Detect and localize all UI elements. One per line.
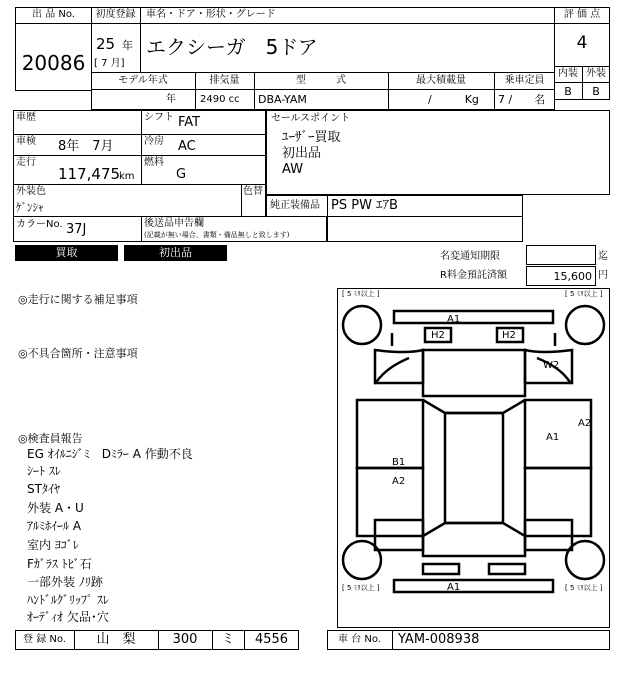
exterior-grade: B bbox=[592, 85, 600, 98]
mark-front-wheel: W2 bbox=[543, 360, 560, 371]
inspector-line: 一部外装 ﾉﾘ跡 bbox=[27, 575, 103, 589]
interior-label: 内装 bbox=[558, 68, 578, 79]
defect-notes-heading: ◎不具合箇所・注意事項 bbox=[18, 347, 138, 360]
mark-headlight-left: H2 bbox=[431, 330, 445, 341]
post-docs-label: 後送品申告欄 bbox=[144, 218, 204, 229]
type-label: 型 式 bbox=[296, 75, 346, 86]
mileage-value: 117,475 bbox=[58, 165, 121, 183]
max-load-label: 最大積載量 bbox=[416, 75, 466, 86]
tire-front-left: [ 5 ﾐﾘ以上 ] bbox=[342, 290, 380, 298]
mileage-unit: km bbox=[119, 171, 135, 182]
fuel-label: 燃料 bbox=[144, 157, 164, 168]
reg-number: 4556 bbox=[254, 632, 289, 647]
tire-rear-right: [ 5 ﾐﾘ以上 ] bbox=[565, 584, 603, 592]
exterior-label: 外装 bbox=[586, 68, 606, 79]
displacement-label: 排気量 bbox=[209, 75, 240, 86]
equipment-value: PS PW ｴｱB bbox=[331, 198, 398, 213]
sales-line-1: ﾕｰｻﾞｰ買取 bbox=[282, 130, 341, 145]
name-change-unit: 迄 bbox=[598, 251, 608, 262]
mark-right-rear: A2 bbox=[578, 418, 592, 429]
interior-grade: B bbox=[564, 85, 572, 98]
inspector-line: ｼｰﾄ ｽﾚ bbox=[27, 464, 61, 478]
history-label: 車歴 bbox=[16, 112, 36, 123]
capacity-label: 乗車定員 bbox=[504, 75, 545, 86]
color-no-label: カラーNo. bbox=[16, 219, 63, 230]
tire-rear-left: [ 5 ﾐﾘ以上 ] bbox=[342, 584, 380, 592]
tire-front-right: [ 5 ﾐﾘ以上 ] bbox=[565, 290, 603, 298]
sales-point-label: セールスポイント bbox=[271, 113, 351, 124]
inspection-label: 車検 bbox=[16, 136, 36, 147]
reg-no-label: 登 録 No. bbox=[23, 634, 66, 645]
overall-rating: 4 bbox=[576, 33, 588, 53]
chassis-label: 車 台 No. bbox=[338, 634, 381, 645]
inspector-line: STﾀｲﾔ bbox=[27, 482, 60, 496]
year-value: 25 bbox=[96, 35, 116, 53]
inspection-value: 8年 7月 bbox=[58, 139, 114, 154]
rating-label: 評 価 点 bbox=[563, 9, 601, 20]
mileage-label: 走行 bbox=[16, 157, 36, 168]
ac-label: 冷房 bbox=[144, 136, 164, 147]
inspector-line: 室内 ﾖｺﾞﾚ bbox=[27, 538, 79, 552]
displacement-value: 2490 cc bbox=[200, 94, 240, 105]
month-value: [ 7 月] bbox=[94, 58, 125, 69]
exterior-color-value: ｹﾞﾝｼｬ bbox=[16, 201, 44, 214]
capacity-value: 7 / 名 bbox=[498, 93, 546, 106]
recycle-label: R料金預託済額 bbox=[440, 270, 507, 281]
car-outline bbox=[337, 288, 610, 628]
lot-number: 20086 bbox=[21, 51, 86, 75]
inspector-line: ｵｰﾃﾞｨｵ 欠品･穴 bbox=[27, 610, 109, 624]
inspector-line: 外装 A・U bbox=[27, 501, 84, 515]
color-change-label: 色替 bbox=[243, 186, 263, 197]
inspector-line: ｱﾙﾐﾎｲｰﾙ A bbox=[27, 519, 82, 533]
tag-buyback: 買取 bbox=[15, 245, 118, 261]
chassis-number: YAM-008938 bbox=[398, 632, 480, 647]
inspector-line: EG ｵｲﾙﾆｼﾞﾐ Dﾐﾗｰ A 作動不良 bbox=[27, 447, 193, 461]
equipment-label: 純正装備品 bbox=[270, 200, 320, 211]
type-value: DBA-YAM bbox=[258, 93, 307, 106]
sales-line-3: AW bbox=[282, 162, 304, 177]
mark-left-side-2: A2 bbox=[392, 476, 406, 487]
year-unit: 年 bbox=[122, 39, 133, 52]
lot-no-label: 出 品 No. bbox=[32, 9, 75, 20]
post-docs-note: (記載が無い場合、書類・備品無しと致します) bbox=[144, 231, 290, 239]
car-name-label: 車名・ドア・形状・グレード bbox=[146, 9, 276, 20]
mark-rear-bumper: A1 bbox=[447, 582, 461, 593]
driving-notes-heading: ◎走行に関する補足事項 bbox=[18, 293, 138, 306]
shift-label: シフト bbox=[144, 112, 174, 123]
mark-left-side-1: B1 bbox=[392, 457, 406, 468]
sales-line-2: 初出品 bbox=[282, 146, 322, 161]
recycle-value: 15,600 bbox=[553, 270, 592, 283]
mark-right-side: A1 bbox=[546, 432, 560, 443]
recycle-unit: 円 bbox=[598, 270, 608, 281]
fuel-value: G bbox=[176, 167, 187, 182]
inspector-line: Fｶﾞﾗｽ ﾄﾋﾞ石 bbox=[27, 557, 92, 571]
model-year-unit: 年 bbox=[166, 94, 176, 105]
exterior-color-label: 外装色 bbox=[16, 186, 46, 197]
max-load-value: / Kg bbox=[428, 93, 479, 106]
color-no-value: 37J bbox=[66, 222, 87, 237]
reg-region: 山 梨 bbox=[96, 632, 136, 647]
shift-value: FAT bbox=[178, 115, 201, 130]
inspector-line: ﾊﾝﾄﾞﾙｸﾞﾘｯﾌﾟ ｽﾚ bbox=[27, 593, 109, 607]
ac-value: AC bbox=[178, 139, 196, 154]
name-change-label: 名変通知期限 bbox=[440, 251, 500, 262]
inspector-report-heading: ◎検査員報告 bbox=[18, 432, 83, 445]
mark-headlight-right: H2 bbox=[502, 330, 516, 341]
first-reg-label: 初度登録 bbox=[95, 9, 136, 20]
reg-class-no: 300 bbox=[172, 632, 198, 647]
model-year-label: モデル年式 bbox=[118, 75, 168, 86]
car-name: エクシーガ 5ドア bbox=[146, 35, 318, 59]
reg-kana: ミ bbox=[221, 632, 235, 647]
tag-first-listing: 初出品 bbox=[124, 245, 227, 261]
mark-front-bumper: A1 bbox=[447, 314, 461, 325]
